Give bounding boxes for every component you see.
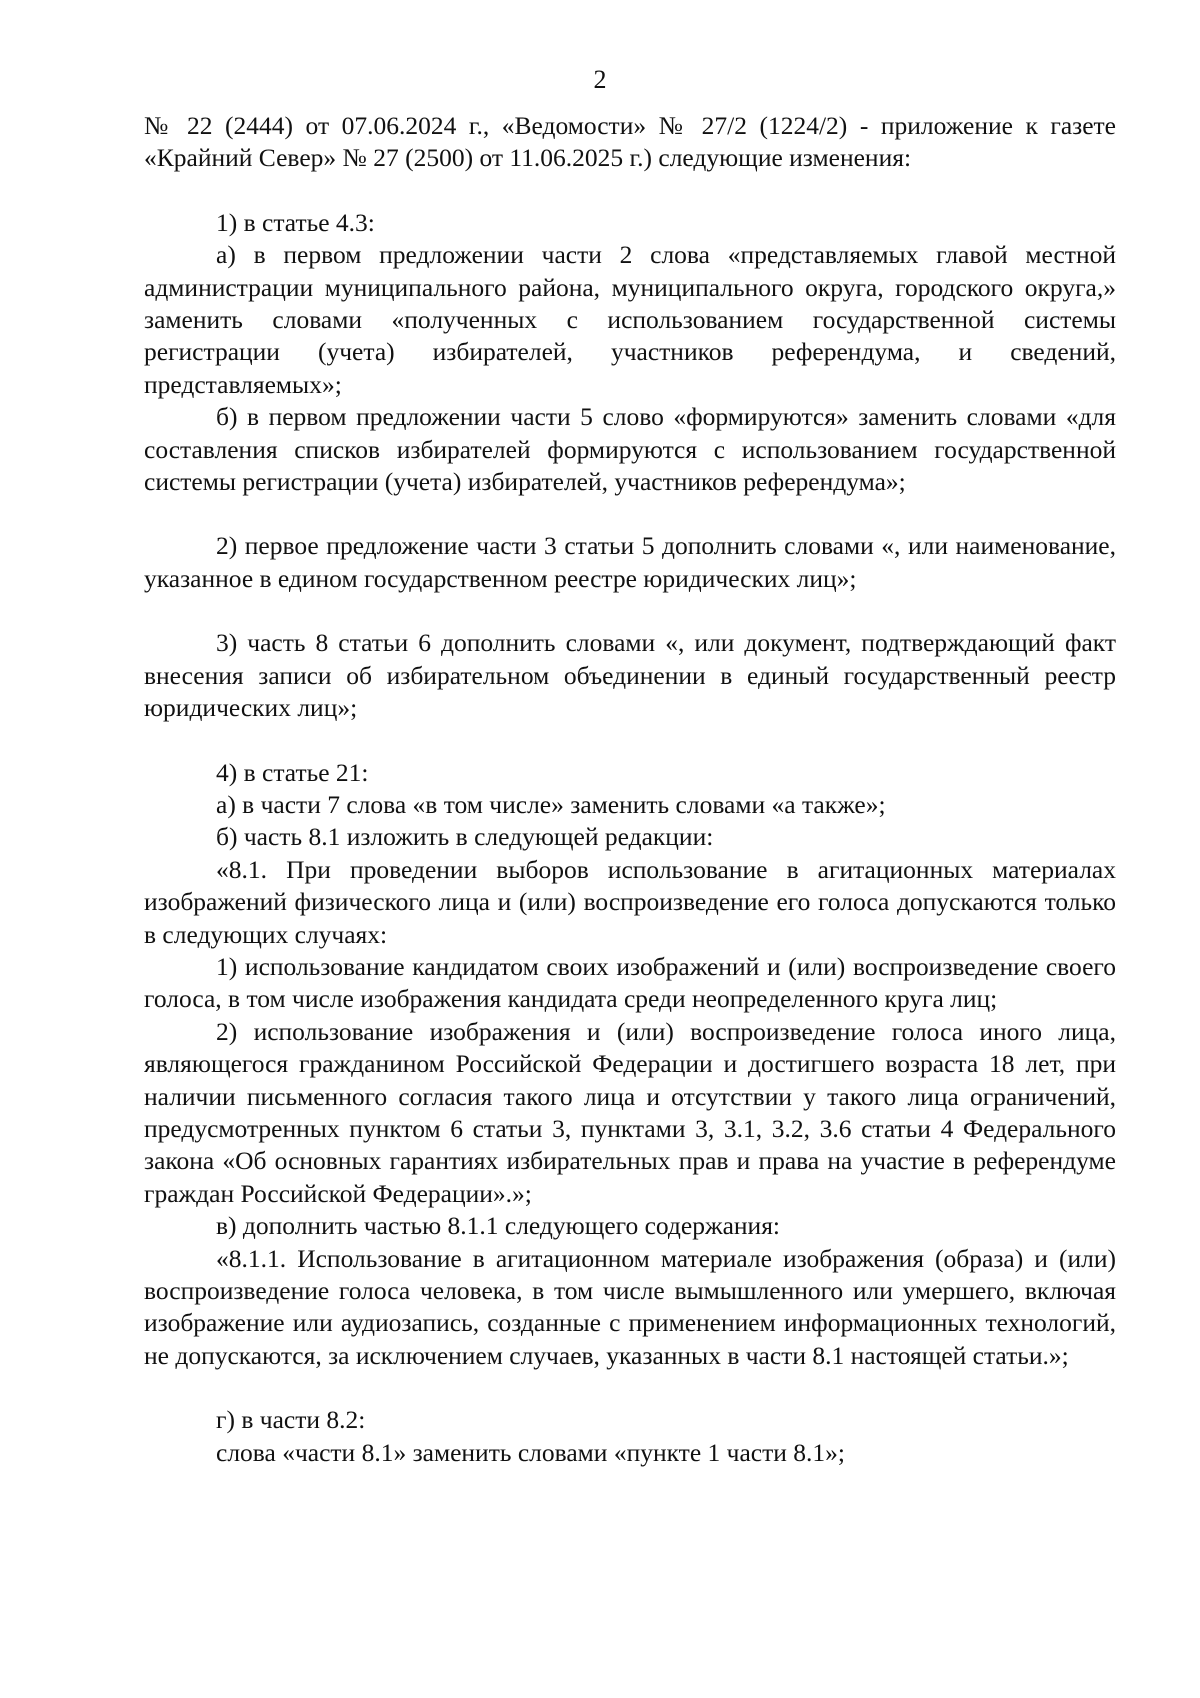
paragraph-quote-8-1-case-2: 2) использование изображения и (или) воспроизведение голоса иного лица, являющегося гражданином Российской Федерации и достигшего возраста 18 лет, при наличии письменного согласия такого лица и отсутствии у такого лица ограничений, предусмотренных пунктом 6 статьи 3, пунктами 3, 3.1, 3.2, 3.6 статьи 4 Федерального закона «Об основных гарантиях избирательных прав и права на участие в референдуме граждан Российской Федерации».»; [144, 1016, 1116, 1208]
paragraph-intro-continuation: № 22 (2444) от 07.06.2024 г., «Ведомости» № 27/2 (1224/2) - приложение к газете «Крайний Север» № 27 (2500) от 11.06.2025 г.) следующие изменения: [144, 111, 1116, 173]
paragraph-item-4a: а) в части 7 слова «в том числе» заменить словами «а также»; [216, 789, 886, 819]
document-body [144, 110, 1116, 1469]
paragraph-item-1b: б) в первом предложении части 5 слово «формируются» заменить словами «для составления списков избирателей формируются с использованием государственной системы регистрации (учета) избирателей, участников референдума»; [144, 402, 1116, 497]
paragraph-quote-8-1: «8.1. При проведении выборов использование в агитационных материалах изображений физического лица и (или) воспроизведение его голоса допускаются только в следующих случаях: [144, 854, 1116, 949]
paragraph-quote-8-1-1: «8.1.1. Использование в агитационном материале изображения (образа) и (или) воспроизведение голоса человека, в том числе вымышленного или умершего, включая изображение или аудиозапись, созданные с применением информационных технологий, не допускаются, за исключением случаев, указанных в части 8.1 настоящей статьи.»; [144, 1243, 1116, 1370]
paragraph-item-4v: в) дополнить частью 8.1.1 следующего содержания: [216, 1211, 781, 1241]
page-number: 2 [593, 65, 607, 94]
paragraph-quote-8-1-case-1: 1) использование кандидатом своих изображений и (или) воспроизведение своего голоса, в том числе изображения кандидата среди неопределенного круга лиц; [144, 951, 1116, 1014]
paragraph-item-4g: г) в части 8.2: [216, 1405, 366, 1435]
paragraph-item-1a: а) в первом предложении части 2 слова «представляемых главой местной администрации муниципального района, муниципального округа, городского округа,» заменить словами «полученных с использованием государственной системы регистрации (учета) избирателей, участников референдума, и сведений, представляемых»; [144, 240, 1116, 399]
paragraph-item-3: 3) часть 8 статьи 6 дополнить словами «, или документ, подтверждающий факт внесения записи об избирательном объединении в единый государственный реестр юридических лиц»; [144, 628, 1116, 723]
paragraph-item-2: 2) первое предложение части 3 статьи 5 дополнить словами «, или наименование, указанное в едином государственном реестре юридических лиц»; [144, 531, 1116, 593]
paragraph-item-4b: б) часть 8.1 изложить в следующей редакции: [216, 822, 714, 852]
paragraph-item-1: 1) в статье 4.3: [216, 207, 375, 237]
paragraph-item-4: 4) в статье 21: [216, 757, 369, 787]
paragraph-item-4g-text: слова «части 8.1» заменить словами «пункте 1 части 8.1»; [216, 1437, 845, 1467]
